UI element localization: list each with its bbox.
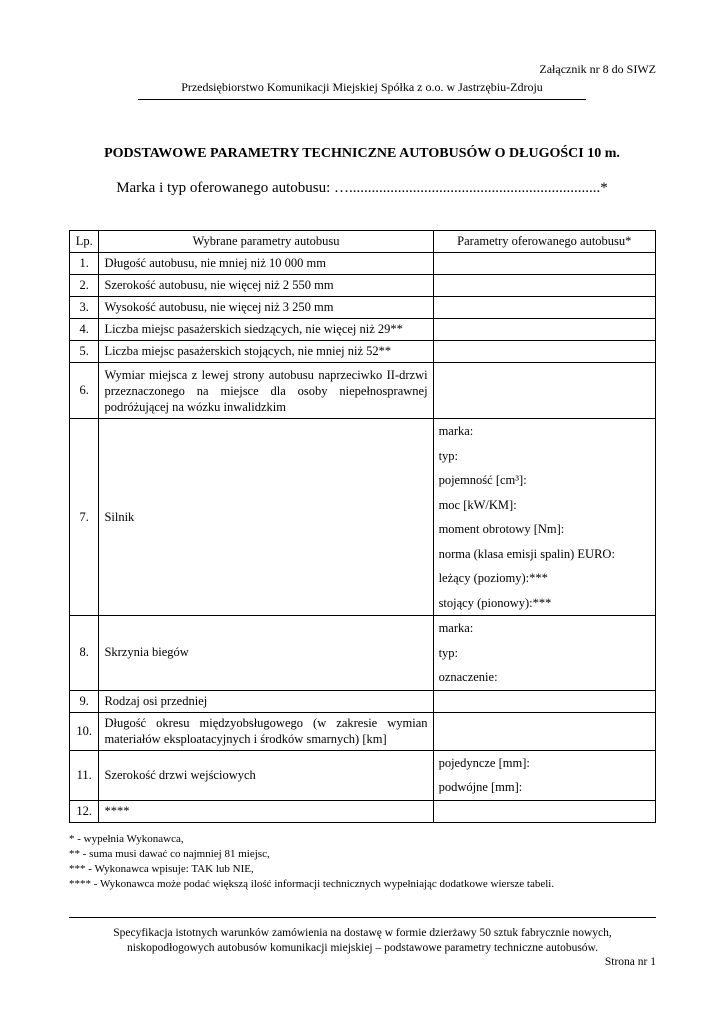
footnotes (69, 832, 554, 892)
engine-fields[interactable] (433, 419, 655, 616)
annex-label: Załącznik nr 8 do SIWZ (539, 62, 656, 76)
door-double-field: podwójne [mm]: (438, 780, 523, 794)
page-number: Strona nr 1 (604, 956, 656, 968)
engine-power-field: moc [kW/KM]: (438, 497, 517, 512)
gearbox-brand-field: marka: (438, 621, 474, 635)
header-offered-value: Parametry oferowanego autobusu* (433, 231, 655, 253)
footnote: *** - Wykonawca wpisuje: TAK lub NIE, (69, 863, 254, 875)
table-row (70, 690, 656, 712)
row-parameter: Liczba miejsc pasażerskich stojących, nie mniej niż 52** (99, 341, 433, 363)
row-number: 5. (70, 341, 99, 363)
gearbox-type-field: typ: (438, 645, 459, 660)
table-row (70, 712, 656, 750)
gearbox-designation-field: oznaczenie: (438, 670, 498, 684)
row-parameter: Skrzynia biegów (99, 616, 433, 691)
company-name: Przedsiębiorstwo Komunikacji Miejskiej Spółka z o.o. w Jastrzębiu-Zdroju (181, 80, 543, 94)
table-row (70, 319, 656, 341)
row-parameter: Liczba miejsc pasażerskich siedzących, nie więcej niż 29** (99, 319, 433, 341)
footer-line: niskopodłogowych autobusów komunikacji miejskiej – podstawowe parametry techniczne autobusów. (127, 942, 598, 954)
engine-capacity-field: pojemność [cm³]: (438, 473, 527, 487)
row-value-cell[interactable] (433, 712, 655, 750)
row-parameter: **** (99, 800, 433, 822)
row-value-cell[interactable] (433, 363, 655, 419)
row-number: 1. (70, 253, 99, 275)
parameters-table (69, 230, 656, 823)
row-value-cell[interactable] (433, 800, 655, 822)
row-value-cell[interactable] (433, 297, 655, 319)
row-number: 10. (70, 712, 99, 750)
door-width-fields[interactable] (433, 750, 655, 800)
row-value-cell[interactable] (433, 253, 655, 275)
footnote: * - wypełnia Wykonawca, (69, 833, 184, 845)
engine-torque-field: moment obrotowy [Nm]: (438, 522, 565, 536)
brand-type-line: Marka i typ oferowanego autobusu: …...................................................................* (116, 180, 608, 196)
gearbox-fields[interactable] (433, 616, 655, 691)
table-header-row (70, 231, 656, 253)
row-value-cell[interactable] (433, 341, 655, 363)
row-number: 8. (70, 616, 99, 691)
header-parameter: Wybrane parametry autobusu (99, 231, 433, 253)
row-parameter: Długość okresu międzyobsługowego (w zakresie wymian materiałów eksploatacyjnych i środków smarnych) [km] (99, 712, 433, 750)
header-divider (138, 99, 586, 100)
header-lp: Lp. (70, 231, 99, 253)
table-row (70, 800, 656, 822)
row-parameter: Długość autobusu, nie mniej niż 10 000 mm (99, 253, 433, 275)
row-parameter: Silnik (99, 419, 433, 616)
door-single-field: pojedyncze [mm]: (438, 755, 530, 770)
row-number: 4. (70, 319, 99, 341)
row-parameter: Wysokość autobusu, nie więcej niż 3 250 mm (99, 297, 433, 319)
row-value-cell[interactable] (433, 690, 655, 712)
row-number: 3. (70, 297, 99, 319)
row-number: 2. (70, 275, 99, 297)
table-row (70, 341, 656, 363)
footer-line: Specyfikacja istotnych warunków zamówienia na dostawę w formie dzierżawy 50 sztuk fabrycznie nowych, (113, 927, 612, 939)
row-number: 12. (70, 800, 99, 822)
footnote: ** - suma musi dawać co najmniej 81 miejsc, (69, 848, 270, 860)
footer-divider (69, 917, 656, 918)
row-value-cell[interactable] (433, 319, 655, 341)
table-row (70, 275, 656, 297)
footnote: **** - Wykonawca może podać większą ilość informacji technicznych wypełniając dodatkowe wiersze tabeli. (69, 878, 555, 890)
table-row (70, 419, 656, 616)
row-number: 9. (70, 690, 99, 712)
engine-brand-field: marka: (438, 424, 474, 438)
row-number: 11. (70, 750, 99, 800)
engine-vertical-field: stojący (pionowy):*** (438, 595, 552, 610)
row-parameter: Szerokość autobusu, nie więcej niż 2 550 mm (99, 275, 433, 297)
row-parameter: Szerokość drzwi wejściowych (99, 750, 433, 800)
table-row (70, 616, 656, 691)
table-row (70, 297, 656, 319)
row-number: 6. (70, 363, 99, 419)
row-parameter: Rodzaj osi przedniej (99, 690, 433, 712)
engine-emission-field: norma (klasa emisji spalin) EURO: (438, 546, 615, 561)
document-title: PODSTAWOWE PARAMETRY TECHNICZNE AUTOBUSÓW O DŁUGOŚCI 10 m. (104, 146, 620, 161)
engine-type-field: typ: (438, 448, 459, 463)
table-row (70, 253, 656, 275)
row-number: 7. (70, 419, 99, 616)
table-row (70, 363, 656, 419)
footer-text (69, 926, 656, 956)
row-value-cell[interactable] (433, 275, 655, 297)
table-row (70, 750, 656, 800)
row-parameter: Wymiar miejsca z lewej strony autobusu naprzeciwko II-drzwi przeznaczonego na miejsce dla osoby niepełnosprawnej podróżującej na wózku inwalidzkim (99, 363, 433, 419)
engine-horizontal-field: leżący (poziomy):*** (438, 571, 548, 585)
